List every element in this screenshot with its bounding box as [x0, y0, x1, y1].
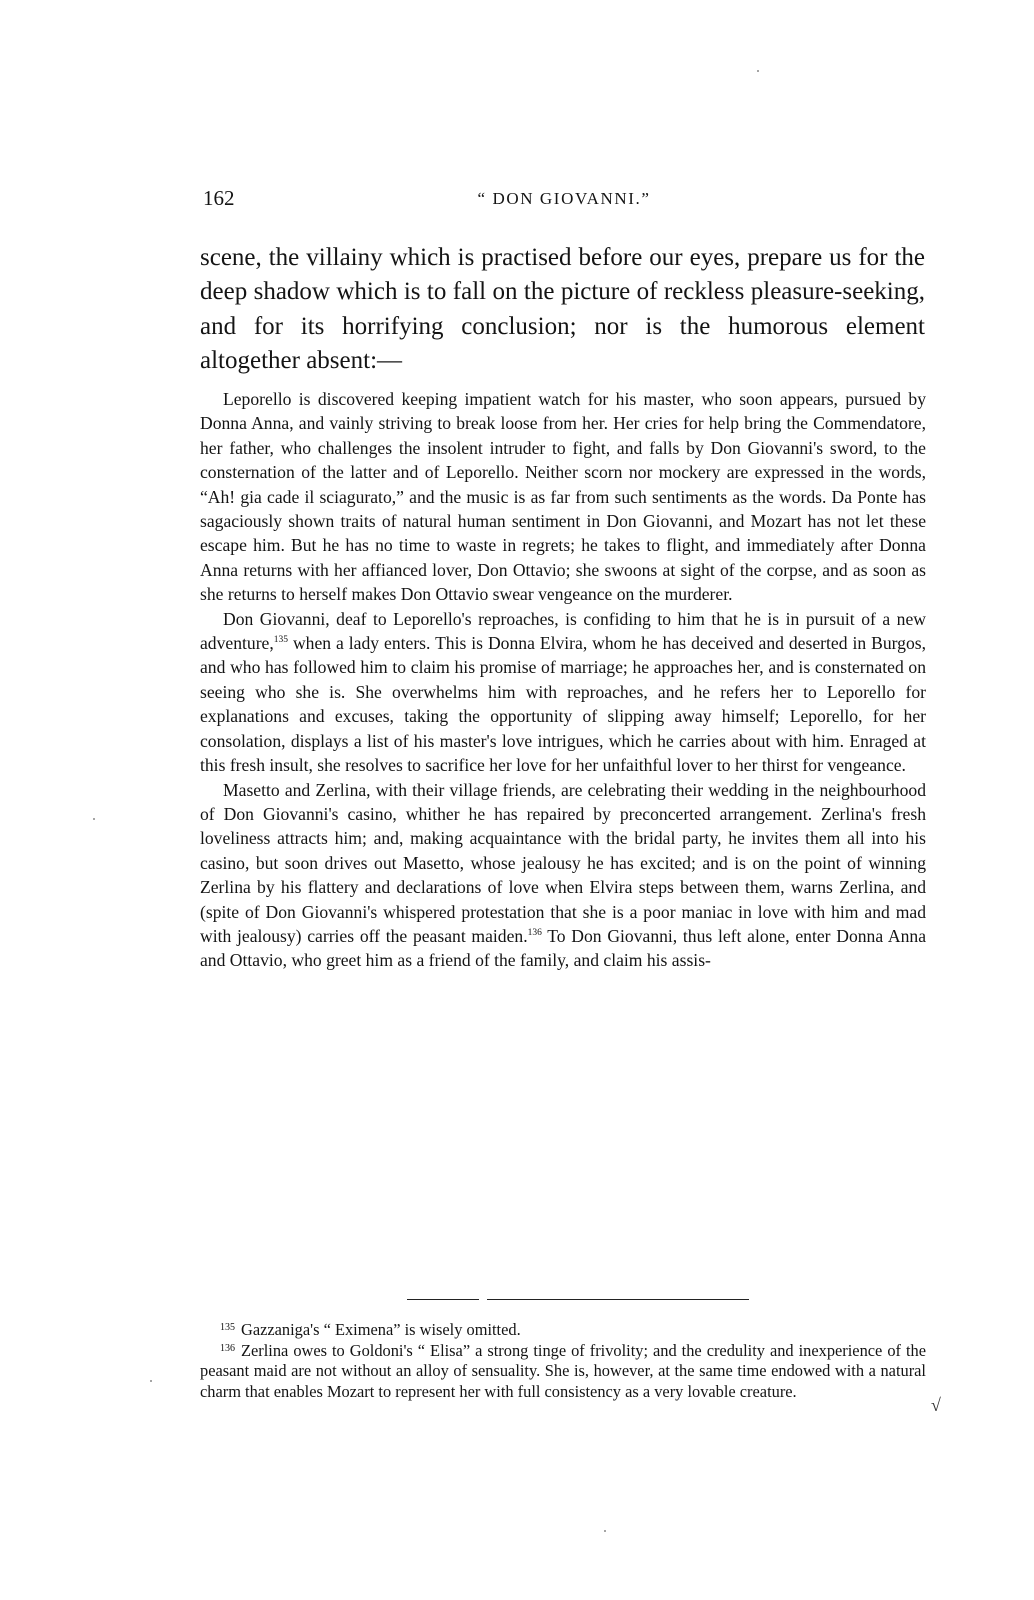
- summary-text: Masetto and Zerlina, with their village friends, are celebrating their wedding in the neighbourhood of Don Giovanni's casino, whither he has repaired by preconcerted arrangement. Zerlina's fresh loveliness attracts him; and, making acquaintance with the bridal party, he invites them all into his casino, but soon drives out Masetto, whose jealousy he has excited; and is on the point of winning Zerlina by his flattery and declarations of love when Elvira steps between them, warns Zerlina, and (spite of Don Giovanni's whispered protestation that she is a poor maniac in love with him and mad with jealousy) carries off the peasant maiden.: [200, 779, 926, 946]
- footnotes: [200, 1320, 926, 1402]
- summary-text: To Don Giovanni, thus left alone, enter Donna Anna and Ottavio, who greet him as a friend of the family, and claim his assis-: [200, 925, 926, 971]
- intro-paragraph: scene, the villainy which is practised before our eyes, prepare us for the deep shadow which is to fall on the picture of reckless pleasure-seeking, and for its horrifying conclusion; nor is the humorous element altogether absent:—: [200, 244, 925, 374]
- paper-speck: [150, 1380, 152, 1382]
- footnote-rule: [487, 1299, 749, 1300]
- footnote-rule: [407, 1299, 479, 1300]
- summary-paragraph: [200, 387, 926, 607]
- paper-speck: [604, 1530, 606, 1532]
- footnote-reference[interactable]: 135: [273, 635, 289, 646]
- footnote: [200, 1341, 926, 1403]
- paper-speck: [757, 70, 759, 72]
- footnote-mark: 135: [220, 1322, 235, 1333]
- running-title: “ DON GIOVANNI.”: [477, 189, 651, 208]
- summary-text: Leporello is discovered keeping impatient watch for his master, who soon appears, pursued by Donna Anna, and vainly striving to break loose from her. Her cries for help bring the Commendatore, her father, who challenges the insolent intruder to fight, and falls by Don Giovanni's sword, to the consternation of the latter and of Leporello. Neither scorn nor mockery are expressed in the words, “Ah! gia cade il sciagurato,” and the music is as far from such sentiments as the words. Da Ponte has sagaciously shown traits of natural human sentiment in Don Giovanni, and Mozart has not let these escape him. But he has no time to waste in regrets; he takes to flight, and immediately after Donna Anna returns with her affianced lover, Don Ottavio; she swoons at sight of the corpse, and as soon as she returns to herself makes Don Ottavio swear vengeance on the murderer.: [200, 389, 926, 605]
- footnote-mark: 136: [220, 1342, 235, 1354]
- summary-paragraph: [200, 778, 926, 973]
- summary-text: when a lady enters. This is Donna Elvira, whom he has deceived and deserted in Burgos, and who has followed him to claim his promise of marriage; he approaches her, and is consternated on seeing who she is. She overwhelms him with reproaches, and he refers her to Leporello for explanations and excuses, taking the opportunity of slipping away himself; Leporello, for her consolation, displays a list of his master's love intrigues, which he carries about with him. Enraged at this fresh insult, she resolves to sacrifice her love for her unfaithful lover to her thirst for vengeance.: [200, 633, 926, 776]
- footnote-text: Gazzaniga's “ Eximena” is wisely omitted.: [241, 1320, 521, 1339]
- summary-text: Don Giovanni, deaf to Leporello's reproaches, is confiding to him that he is in pursuit of a new adventure,: [200, 608, 926, 654]
- footnote: [200, 1320, 926, 1341]
- footnote-reference[interactable]: 136: [527, 927, 542, 938]
- paper-speck: [93, 818, 95, 820]
- running-head: [203, 186, 925, 216]
- page-number: 162: [203, 186, 235, 210]
- summary-paragraph: [200, 607, 926, 778]
- margin-check-mark: √: [931, 1395, 941, 1415]
- footnote-text: Zerlina owes to Goldoni's “ Elisa” a strong tinge of frivolity; and the credulity and inexperience of the peasant maid are not without an alloy of sensuality. She is, however, at the same time endowed with a natural charm that enables Mozart to represent her with full consistency as a very lovable creature.: [200, 1340, 926, 1401]
- plot-summary: [200, 387, 926, 973]
